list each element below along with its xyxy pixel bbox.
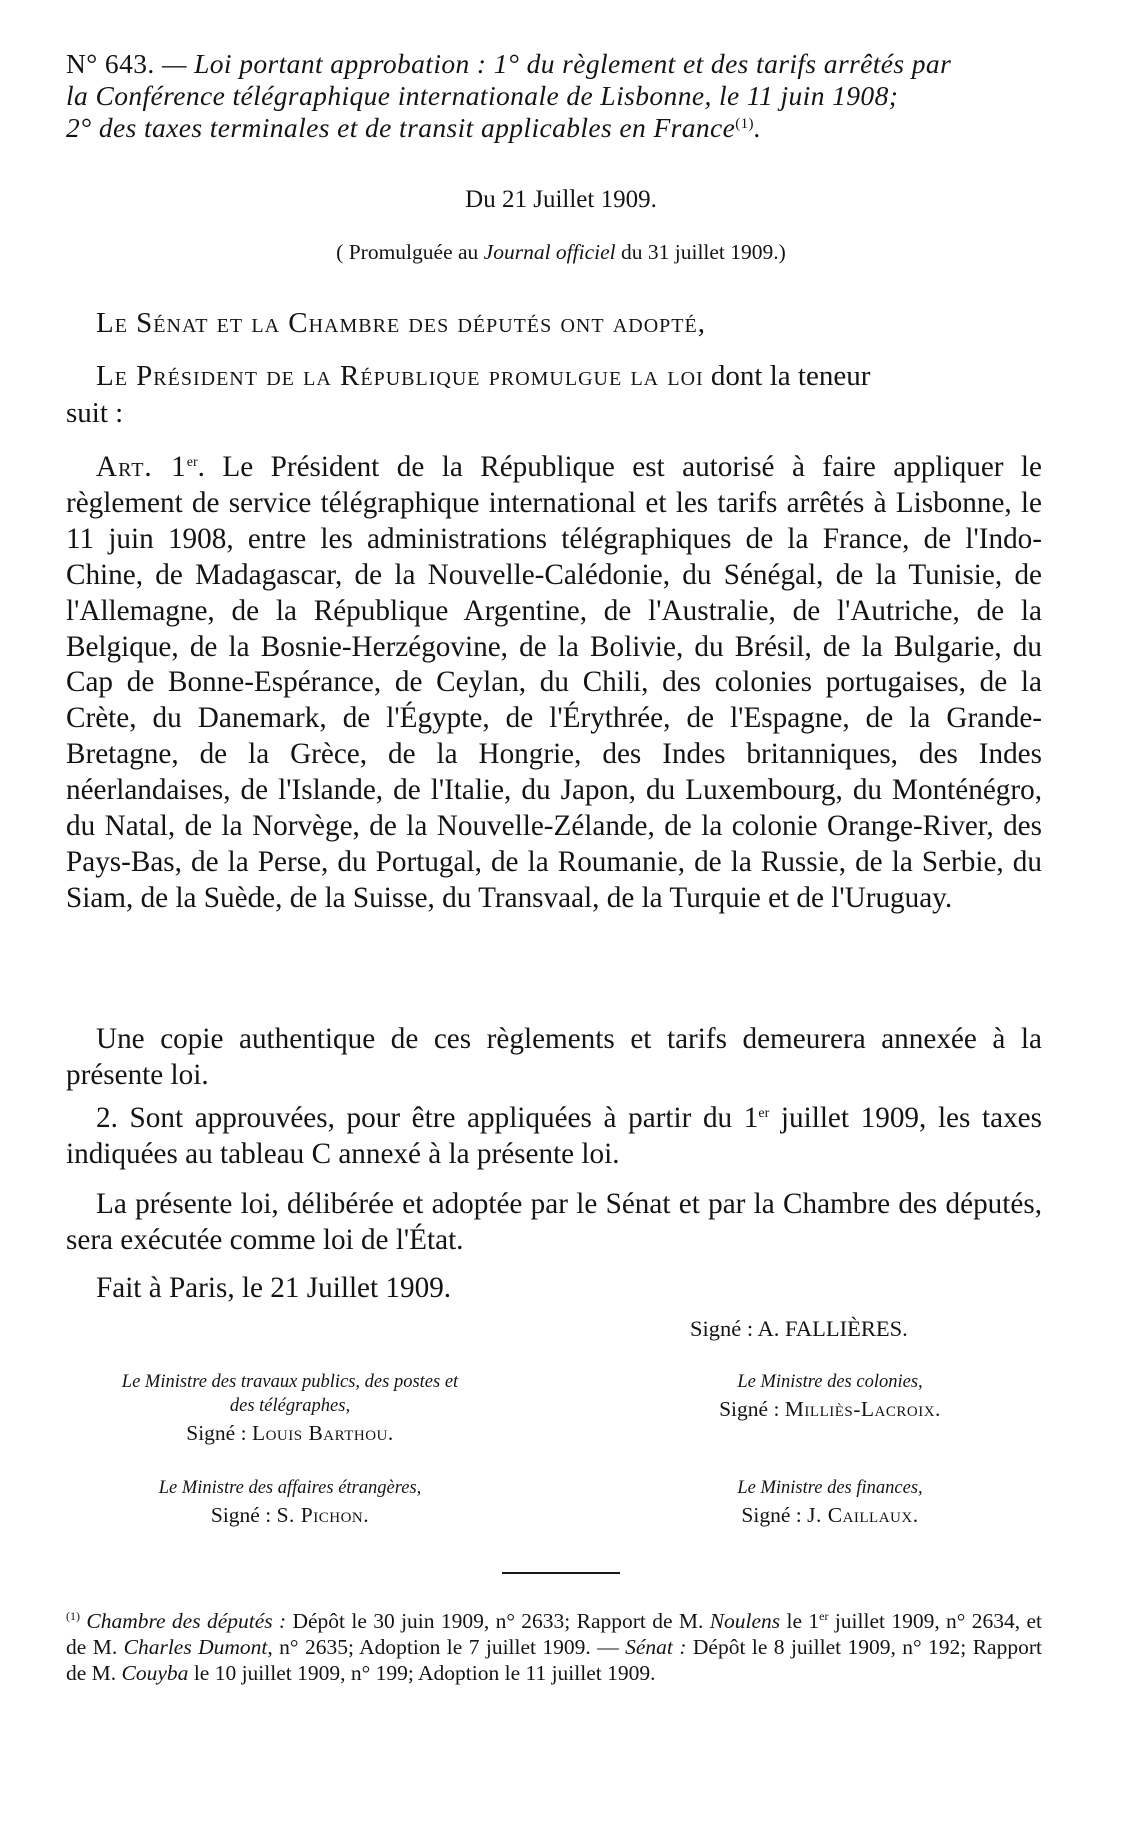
signer-name (650, 1396, 1010, 1422)
signe-prefix: Signé : (741, 1503, 808, 1527)
footnote-senat: Sénat : (625, 1635, 687, 1659)
footnote-text: le 1 (780, 1609, 820, 1633)
footnote-rapporteur: Couyba (121, 1661, 189, 1685)
promulgation-open: ( Promulguée au (336, 240, 484, 264)
promulgation-note (0, 240, 1122, 265)
footnote-text: juillet 1909, n° 2634, et de M. (66, 1609, 1042, 1659)
footnote-ref: (1) (66, 1609, 80, 1623)
signer-name (110, 1420, 470, 1446)
footnote (66, 1608, 1042, 1686)
article-1-copy-paragraph (66, 1022, 1042, 1094)
article-2-sup: er (758, 1106, 770, 1121)
article-1-text: Le Président de la République est autorisé à faire appliquer le règlement de service télégraphique international et les tarifs arrêtés à Lisbonne, le 11 juin 1908, entre les administrations télégraphiques de la France, de l'Indo-Chine, de Madagascar, de la Nouvelle-Calédonie, du Sénégal, de la Tunisie, de l'Allemagne, de la République Argentine, de l'Australie, de l'Autriche, de la Belgique, de la Bosnie-Herzégovine, de la Bolivie, du Brésil, de la Bulgarie, du Cap de Bonne-Espérance, de Ceylan, du Chili, des colonies portugaises, de la Crète, du Danemark, de l'Égypte, de l'Érythrée, de l'Espagne, de la Grande-Bretagne, de la Grèce, de la Hongrie, des Indes britanniques, des Indes néerlandaises, de l'Islande, de l'Italie, du Japon, du Luxembourg, du Monténégro, du Natal, de la Norvège, de la Nouvelle-Zélande, de la colonie Orange-River, des Pays-Bas, de la Perse, du Portugal, de la Roumanie, de la Russie, de la Serbie, du Siam, de la Suède, de la Suisse, du Transvaal, de la Turquie et de l'Uruguay. (66, 451, 1042, 914)
article-2-text-b: juillet 1909, les taxes indiquées au tableau C annexé à la présente loi. (66, 1102, 1042, 1170)
copy-text: Une copie authentique de ces règlements et tarifs demeurera annexée à la présente loi. (66, 1023, 1042, 1091)
title-line-2: la Conférence télégraphique internationale de Lisbonne, le 11 juin 1908; (66, 80, 899, 111)
footnote-text: le 10 juillet 1909, n° 199; Adoption le 11 juillet 1909. (188, 1661, 656, 1685)
footnote-text: , n° 2635; Adoption le 7 juillet 1909. — (267, 1635, 626, 1659)
signe-prefix: Signé : (186, 1421, 252, 1445)
footnote-divider (502, 1572, 620, 1574)
place-date-line (66, 1271, 1042, 1307)
signer-role: Le Ministre des travaux publics, des postes et des télégraphes, (121, 1372, 459, 1416)
title-line-1: — Loi portant approbation : 1° du règlement et des tarifs arrêtés par (154, 48, 952, 79)
execution-text: La présente loi, délibérée et adoptée par le Sénat et par la Chambre des députés, sera exécutée comme loi de l'État. (66, 1188, 1042, 1256)
signer-name-text: Milliès-Lacroix. (784, 1397, 941, 1421)
law-title (66, 48, 1036, 144)
title-period: . (753, 112, 762, 143)
law-number: N° 643. (66, 48, 155, 79)
president-promulgue: Le Président de la République promulgue la loi (96, 360, 704, 392)
place-date-text: Fait à Paris, le 21 Juillet 1909. (96, 1272, 452, 1304)
article-2 (66, 1101, 1042, 1173)
article-1-label: Art. 1 (96, 451, 187, 483)
senate-adoption-line: Le Sénat et la Chambre des députés ont adopté, (96, 307, 706, 339)
article-1-label-sup: er (186, 455, 198, 470)
promulgation-close: du 31 juillet 1909.) (615, 240, 786, 264)
signer-role: Le Ministre des affaires étrangères, (158, 1478, 422, 1498)
footnote-rapporteur: Noulens (709, 1609, 781, 1633)
signe-prefix: Signé : (210, 1503, 277, 1527)
signer-role: Le Ministre des colonies, (737, 1372, 923, 1392)
signe-prefix: Signé : (719, 1397, 785, 1421)
execution-clause (66, 1187, 1042, 1259)
president-teneur: dont la teneur (703, 360, 871, 392)
signer-name (100, 1502, 480, 1528)
article-1-label-end: . (197, 451, 205, 483)
footnote-chambre: Chambre des députés : (86, 1609, 287, 1633)
signer-name-text: Louis Barthou. (251, 1421, 394, 1445)
footnote-sup: er (819, 1609, 829, 1623)
president-promulgation-line (66, 358, 1046, 432)
law-date: Du 21 Juillet 1909. (465, 186, 657, 213)
president-suit: suit : (66, 397, 124, 429)
footnote-marker: (1) (735, 116, 754, 132)
article-2-text-a: 2. Sont approuvées, pour être appliquées à partir du 1 (96, 1102, 759, 1134)
signer-name-text: J. Caillaux. (807, 1503, 919, 1527)
signer-travaux-publics (110, 1370, 470, 1446)
signer-colonies (650, 1370, 1010, 1422)
footnote-rapporteur: Charles Dumont (123, 1635, 268, 1659)
footnote-text: Dépôt le 8 juillet 1909, n° 192; Rapport de M. (66, 1635, 1042, 1685)
footnote-text: Dépôt le 30 juin 1909, n° 2633; Rapport de M. (286, 1609, 710, 1633)
signer-role: Le Ministre des finances, (737, 1478, 923, 1498)
signer-finances (650, 1476, 1010, 1528)
signer-name (650, 1502, 1010, 1528)
article-1 (66, 450, 1042, 917)
president-signature: Signé : A. FALLIÈRES. (690, 1316, 908, 1341)
title-line-3: 2° des taxes terminales et de transit applicables en France (66, 112, 736, 143)
signer-affaires-etrangeres (100, 1476, 480, 1528)
signer-name-text: S. Pichon. (276, 1503, 370, 1527)
journal-name: Journal officiel (483, 240, 616, 264)
